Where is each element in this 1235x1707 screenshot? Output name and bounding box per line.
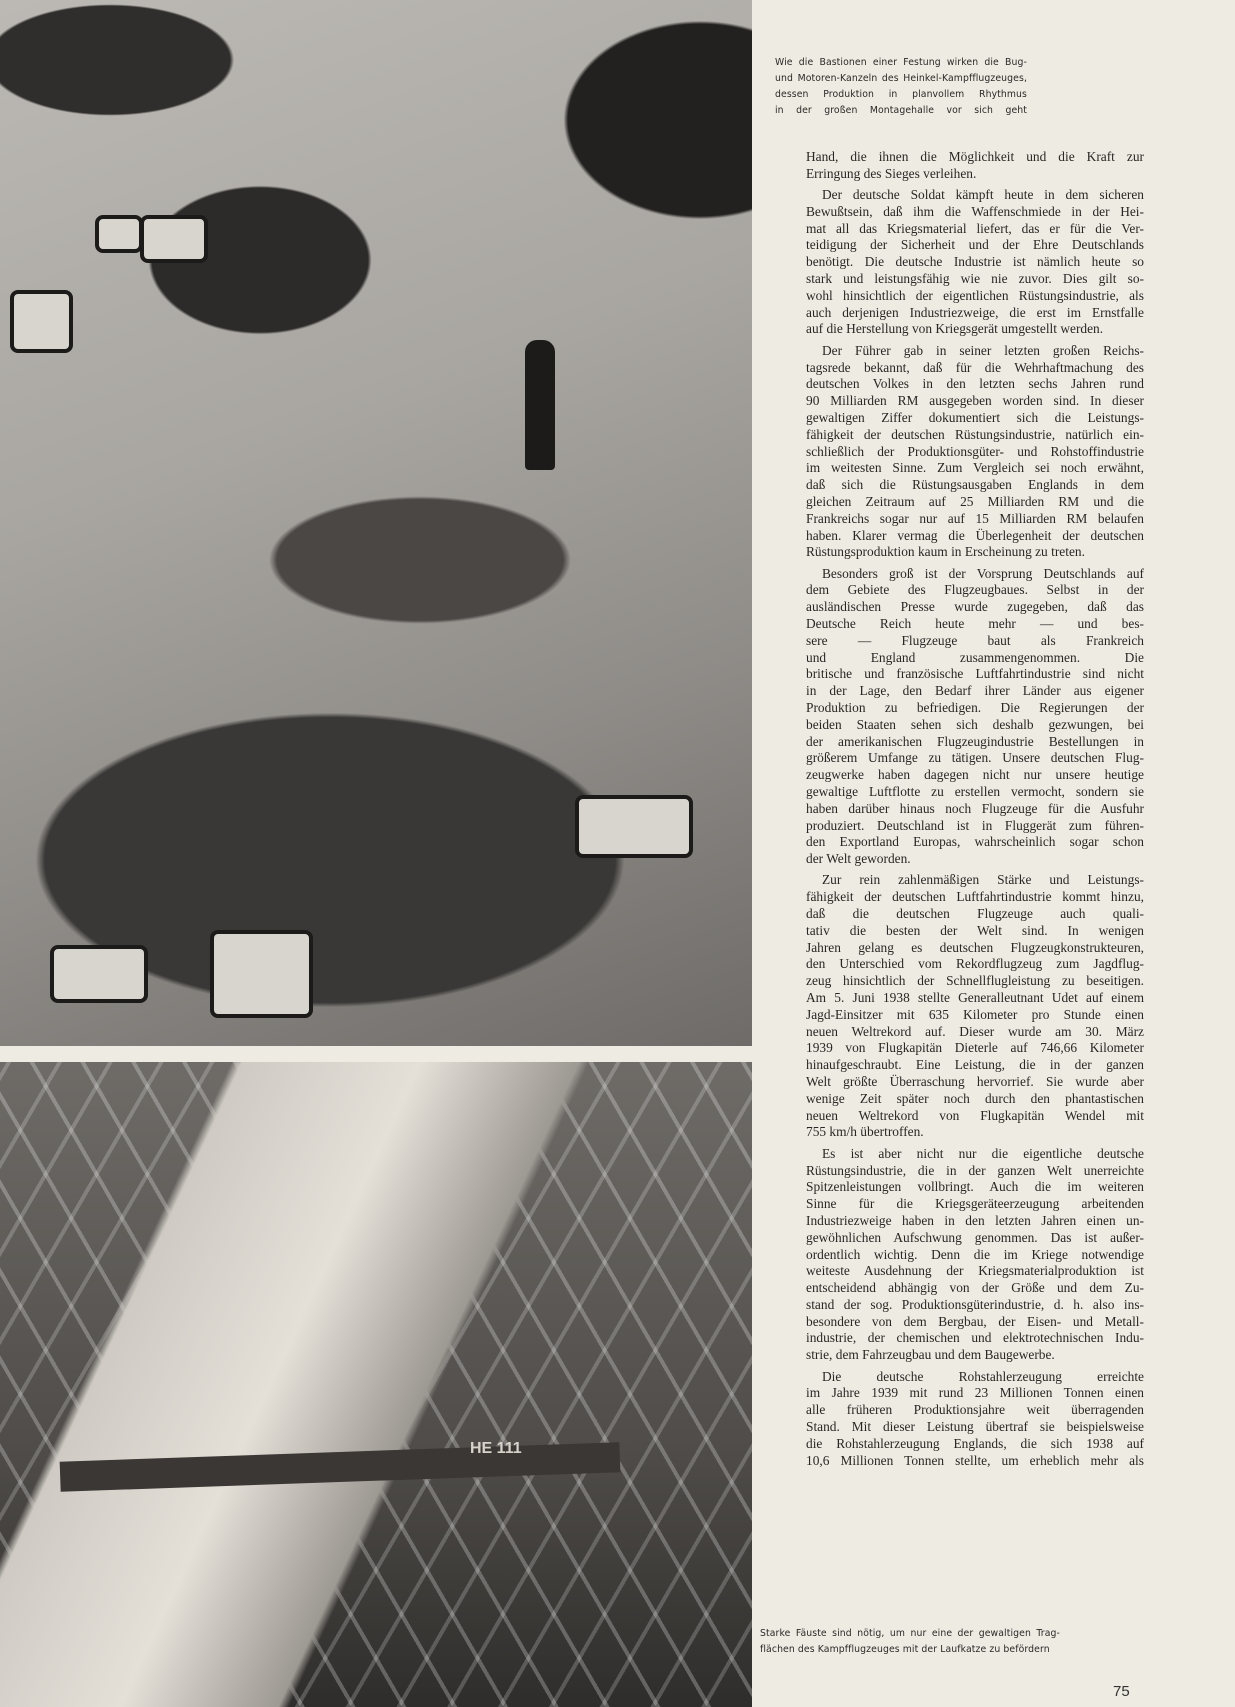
worker-figure — [525, 340, 555, 470]
text-line: schließlich der Produktionsgüter- und Rohstoffindustrie — [806, 443, 1144, 459]
text-line: Der Führer gab in seiner letzten großen Reichs- — [822, 342, 1144, 358]
paragraph — [806, 149, 1144, 183]
text-line: haben. Klarer vermag die Überlegenheit der deutschen — [806, 527, 1144, 543]
paragraph — [806, 1146, 1144, 1364]
text-line: besondere von dem Bergbau, der Eisen- und Metall- — [806, 1313, 1144, 1329]
text-line: Spitzenleistungen vollbringt. Auch die im weiteren — [806, 1179, 1144, 1195]
text-line: entscheidend abhängig von der Größe und dem Zu- — [806, 1280, 1144, 1296]
page-number: 75 — [1113, 1683, 1130, 1700]
text-line: ordentlich wichtig. Denn die im Kriege notwendige — [806, 1246, 1144, 1262]
text-line: Frankreichs sogar nur auf 15 Milliarden RM belaufen — [806, 510, 1144, 526]
text-line: Rüstungsproduktion kaum in Erscheinung zu treten. — [806, 544, 1085, 560]
text-line: neuen Weltrekord von Flugkapitän Wendel mit — [806, 1107, 1144, 1123]
text-line: im Jahre 1939 mit rund 23 Millionen Tonnen einen — [806, 1385, 1144, 1401]
caption-line: in der großen Montagehalle vor sich geht — [775, 105, 1027, 116]
text-line: zeug hinsichtlich der Schnellflugleistung zu beseitigen. — [806, 973, 1144, 989]
text-line: in der Lage, den Bedarf ihrer Länder aus eigener — [806, 683, 1144, 699]
text-line: den Unterschied vom Rekordflugzeug zum Jagdflug- — [806, 956, 1144, 972]
text-line: gewaltigen Ziffer dokumentiert sich die Leistungs- — [806, 409, 1144, 425]
text-line: Am 5. Juni 1938 stellte Generalleutnant Udet auf einem — [806, 990, 1144, 1006]
aircraft-marking: HE 111 — [470, 1440, 522, 1457]
caption-line: Wie die Bastionen einer Festung wirken die Bug- — [775, 57, 1027, 68]
text-line: beiden Staaten sehen sich deshalb gezwungen, bei — [806, 716, 1144, 732]
text-line: hinaufgeschraubt. Eine Leistung, die in der ganzen — [806, 1057, 1144, 1073]
text-line: sere — Flugzeuge baut als Frankreich — [806, 632, 1144, 648]
text-line: stark und leistungsfähig wie nie zuvor. Dies gilt so- — [806, 271, 1144, 287]
text-line: gleichen Zeitraum auf 25 Milliarden RM und die — [806, 493, 1144, 509]
cockpit-window — [140, 215, 208, 263]
text-line: Es ist aber nicht nur die eigentliche deutsche — [822, 1145, 1144, 1161]
text-line: Bewußtsein, daß ihm die Waffenschmiede in der Hei- — [806, 203, 1144, 219]
text-line: daß sich die Rüstungsausgaben Englands in dem — [806, 477, 1144, 493]
text-line: Deutsche Reich heute mehr — und bes- — [806, 616, 1144, 632]
text-line: Stand. Mit dieser Leistung übertraf sie beispielsweise — [806, 1418, 1144, 1434]
text-line: alle früheren Produktionsjahre weit überragenden — [806, 1402, 1144, 1418]
text-line: wenige Zeit später noch durch den phantastischen — [806, 1090, 1144, 1106]
text-line: stand der sog. Produktionsgüterindustrie, d. h. also ins- — [806, 1296, 1144, 1312]
cockpit-window — [10, 290, 73, 353]
paragraph — [806, 187, 1144, 338]
text-line: im weitesten Sinne. Zum Vergleich sei noch erwähnt, — [806, 460, 1144, 476]
text-line: produziert. Deutschland ist in Fluggerät zum führen- — [806, 817, 1144, 833]
text-line: tagsrede bekannt, daß für die Wehrhaftmachung des — [806, 359, 1144, 375]
text-line: größerem Umfange zu tätigen. Unsere deutschen Flug- — [806, 750, 1144, 766]
transport-beam — [60, 1442, 621, 1492]
text-line: auf die Herstellung von Kriegsgerät umgestellt werden. — [806, 321, 1104, 337]
text-line: Rüstungsindustrie, die in der ganzen Welt unerreichte — [806, 1162, 1144, 1178]
text-line: der amerikanischen Flugzeugindustrie Bestellungen in — [806, 733, 1144, 749]
cockpit-window — [210, 930, 313, 1018]
paragraph — [806, 343, 1144, 561]
text-line: tativ die besten der Welt sind. In wenigen — [806, 922, 1144, 938]
text-line: strie, dem Fahrzeugbau und dem Baugewerbe. — [806, 1347, 1055, 1363]
text-line: deutschen Volkes in den letzten sechs Jahren rund — [806, 376, 1144, 392]
text-line: gewaltige Luftflotte zu erstellen vermocht, sondern sie — [806, 783, 1144, 799]
caption-top — [775, 55, 1027, 119]
photo-wing-transport — [0, 1062, 752, 1707]
text-line: Jahren gelang es deutschen Flugzeugkonstrukteuren, — [806, 939, 1144, 955]
text-line: daß die deutschen Flugzeuge auch quali- — [806, 906, 1144, 922]
text-line: Erringung des Sieges verleihen. — [806, 165, 977, 181]
text-line: Sinne für die Kriegsgeräteerzeugung arbeitenden — [806, 1196, 1144, 1212]
photo-aircraft-assembly-hall — [0, 0, 752, 1046]
text-line: teidigung der Sicherheit und der Ehre Deutschlands — [806, 237, 1144, 253]
caption-bottom — [760, 1626, 1060, 1658]
text-line: fähigkeit der deutschen Luftfahrtindustrie kommt hinzu, — [806, 889, 1144, 905]
paragraph — [806, 566, 1144, 868]
text-line: 1939 von Flugkapitän Dieterle auf 746,66 Kilometer — [806, 1040, 1144, 1056]
text-line: Produktion zu befriedigen. Die Regierungen der — [806, 700, 1144, 715]
text-line: industrie, der chemischen und elektrotechnischen Indu- — [806, 1330, 1144, 1346]
text-line: mat all das Kriegsmaterial liefert, das er für die Ver- — [806, 220, 1144, 236]
text-line: der Welt geworden. — [806, 851, 911, 867]
text-line: neuen Weltrekord auf. Dieser wurde am 30. März — [806, 1023, 1144, 1039]
text-line: Industriezweige haben in den letzten Jahren einen un- — [806, 1212, 1144, 1228]
text-line: Der deutsche Soldat kämpft heute in dem sicheren — [822, 187, 1144, 203]
text-line: Jagd-Einsitzer mit 635 Kilometer pro Stunde einen — [806, 1006, 1144, 1022]
cockpit-window — [95, 215, 143, 253]
text-line: die Rohstahlerzeugung Englands, die sich 1938 auf — [806, 1435, 1144, 1451]
text-line: zeugwerke haben dagegen nicht nur unsere heutige — [806, 767, 1144, 783]
text-line: Zur rein zahlenmäßigen Stärke und Leistungs- — [822, 872, 1144, 888]
text-line: 755 km/h übertroffen. — [806, 1124, 924, 1140]
text-line: Die deutsche Rohstahlerzeugung erreichte — [822, 1368, 1144, 1384]
text-line: dem Gebiete des Flugzeugbaues. Selbst in der — [806, 582, 1144, 598]
text-line: fähigkeit der deutschen Rüstungsindustrie, natürlich ein- — [806, 426, 1144, 442]
text-line: gewöhnlichen Aufschwung genommen. Das ist außer- — [806, 1229, 1144, 1245]
caption-line: flächen des Kampfflugzeuges mit der Laufkatze zu befördern — [760, 1644, 1050, 1655]
paragraph — [806, 1369, 1144, 1470]
text-line: und England zusammengenommen. Die — [806, 649, 1144, 665]
paragraph — [806, 872, 1144, 1141]
text-line: Welt größte Überraschung hervorrief. Sie wurde aber — [806, 1074, 1144, 1090]
text-line: haben darüber hinaus noch Flugzeuge für die Ausfuhr — [806, 800, 1144, 816]
text-line: 10,6 Millionen Tonnen stellte, um erheblich mehr als — [806, 1452, 1144, 1468]
text-line: weiteste Ausdehnung der Kriegsmaterialproduktion ist — [806, 1263, 1144, 1279]
text-line: Besonders groß ist der Vorsprung Deutschlands auf — [822, 565, 1144, 581]
caption-line: Starke Fäuste sind nötig, um nur eine der gewaltigen Trag- — [760, 1628, 1060, 1639]
text-line: 90 Milliarden RM ausgegeben worden sind. In dieser — [806, 393, 1144, 409]
text-line: britische und französische Luftfahrtindustrie sind nicht — [806, 666, 1144, 682]
text-line: den Exportland Europas, wahrscheinlich sogar schon — [806, 834, 1144, 850]
cockpit-window — [50, 945, 148, 1003]
text-line: wohl hinsichtlich der eigentlichen Rüstungsindustrie, als — [806, 287, 1144, 303]
article-body — [806, 149, 1144, 1474]
cockpit-window — [575, 795, 693, 858]
text-line: ausländischen Presse wurde zugegeben, daß das — [806, 599, 1144, 615]
caption-line: und Motoren-Kanzeln des Heinkel-Kampfflugzeuges, — [775, 73, 1027, 84]
text-line: benötigt. Die deutsche Industrie ist nämlich heute so — [806, 254, 1144, 270]
text-line: auch derjenigen Industriezweige, die erst im Ernstfalle — [806, 304, 1144, 320]
text-line: Hand, die ihnen die Möglichkeit und die Kraft zur — [806, 149, 1144, 164]
caption-line: dessen Produktion in planvollem Rhythmus — [775, 89, 1027, 100]
